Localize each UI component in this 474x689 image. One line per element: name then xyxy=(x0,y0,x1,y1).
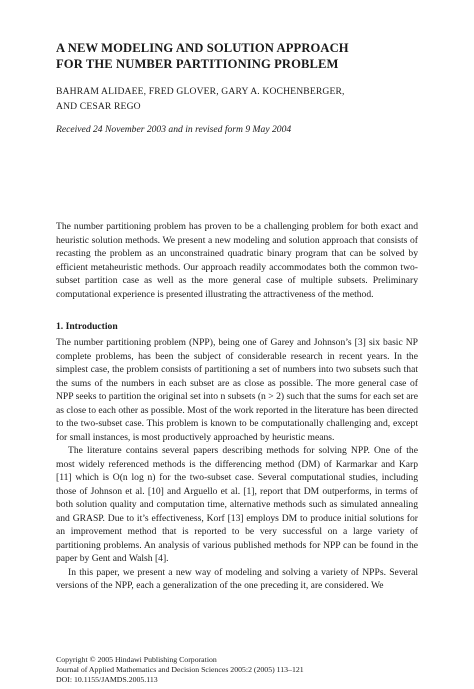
received-date: Received 24 November 2003 and in revised form 9 May 2004 xyxy=(56,124,292,135)
authors-line-2: AND CESAR REGO xyxy=(56,101,141,112)
authors-line-1: BAHRAM ALIDAEE, FRED GLOVER, GARY A. KOCHENBERGER, xyxy=(56,86,345,97)
copyright-footer xyxy=(56,655,418,685)
intro-paragraph-1: The number partitioning problem (NPP), being one of Garey and Johnson’s [3] six basic NP complete problems, has been the subject of considerable research in recent years. In the simplest case, the problem consists of partitioning a set of numbers into two subsets such that the sums of the numbers in each subset are as close as possible. The more general case of NPP seeks to partition the original set into n subsets (n > 2) such that the sums for each set are as close to each other as possible. Most of the work reported in the literature has been directed to the two-subset case. This problem is known to be computationally challenging and, except for small instances, is most productively approached by heuristic means. xyxy=(56,337,418,443)
author-list xyxy=(56,84,418,114)
intro-paragraph-2: The literature contains several papers describing methods for solving NPP. One of the most widely referenced methods is the differencing method (DM) of Karmarkar and Karp [11] which is O(n log n) for the two-subset case. Several computational studies, including those of Johnson et al. [10] and Arguello et al. [1], report that DM outperforms, in terms of both solution quality and computation time, alternative methods such as simulated annealing and GRASP. Due to it’s effectiveness, Korf [13] employs DM to produce initial solutions for an improvement method that is reported to be very successful on a large variety of partitioning problems. An analysis of various published methods for NPP can be found in the paper by Gent and Walsh [4]. xyxy=(56,445,418,564)
paper-title xyxy=(56,40,418,72)
footer-copyright: Copyright © 2005 Hindawi Publishing Corporation xyxy=(56,655,217,664)
abstract: The number partitioning problem has proven to be a challenging problem for both exact and heuristic solution methods. We present a new modeling and solution approach that consists of recasting the problem as an unconstrained quadratic binary program that can be solved by efficient metaheuristic methods. Our approach readily accommodates both the common two-subset partition case as well as the more general case of multiple subsets. Preliminary computational experience is presented illustrating the attractiveness of the method. xyxy=(56,221,418,300)
intro-paragraph-3: In this paper, we present a new way of modeling and solving a variety of NPPs. Several versions of the NPP, each a generalization of the one preceding it, are considered. We xyxy=(56,566,418,591)
title-line-2: FOR THE NUMBER PARTITIONING PROBLEM xyxy=(56,57,339,71)
paper-page xyxy=(56,40,418,684)
introduction-body xyxy=(56,336,418,593)
footer-doi: DOI: 10.1155/JAMDS.2005.113 xyxy=(56,675,158,684)
title-line-1: A NEW MODELING AND SOLUTION APPROACH xyxy=(56,41,349,55)
footer-journal: Journal of Applied Mathematics and Decision Sciences 2005:2 (2005) 113–121 xyxy=(56,665,304,674)
section-heading-introduction: 1. Introduction xyxy=(56,321,118,332)
